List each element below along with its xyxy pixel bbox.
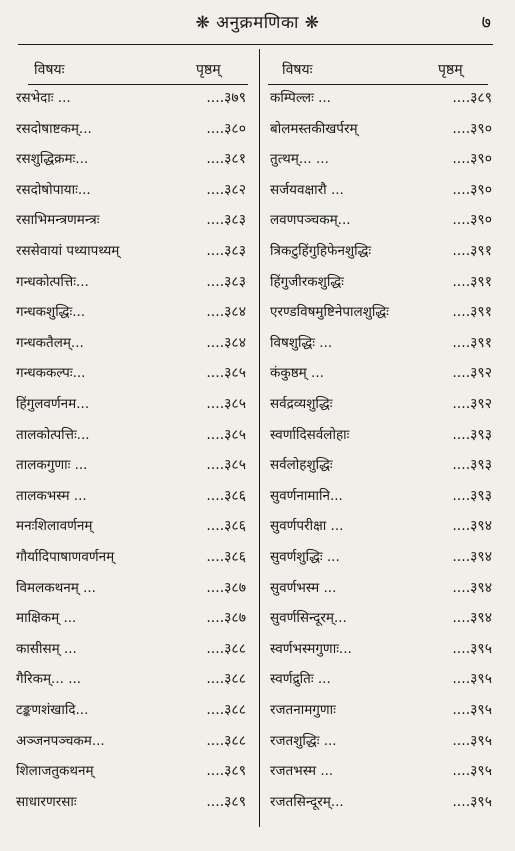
index-row <box>0 149 515 179</box>
right-entry-title: स्वर्णभस्मगुणाः... <box>270 640 352 657</box>
left-entry-page: ....३८० <box>206 120 246 137</box>
right-entry-page: ....३९० <box>452 120 492 137</box>
left-heading-underline <box>28 84 248 85</box>
left-entry-title: गन्धकतैलम्... <box>16 334 84 351</box>
index-row <box>0 486 515 516</box>
left-entry-title: गैरिकम्... ... <box>16 671 82 688</box>
index-row <box>0 669 515 699</box>
right-entry-page: ....३९५ <box>452 763 492 780</box>
right-entry-title: सुवर्णपरीक्षा ... <box>270 518 344 535</box>
right-entry-title: रजतभस्म ... <box>270 763 334 780</box>
left-entry-title: हिंगुलवर्णनम... <box>16 396 90 412</box>
left-entry-page: ....३८७ <box>206 610 246 627</box>
left-entry-page: ....३७९ <box>206 90 246 106</box>
left-entry-page: ....३८६ <box>206 518 246 535</box>
index-row <box>0 119 515 149</box>
right-entry-title: सुवर्णनामानि... <box>270 487 343 504</box>
left-entry-page: ....३८५ <box>206 365 246 382</box>
left-entry-title: गन्धकशुद्धिः... <box>16 304 86 321</box>
page-header <box>0 6 515 42</box>
left-entry-page: ....३८९ <box>206 763 246 780</box>
index-row <box>0 761 515 791</box>
right-entry-title: रजतशुद्धिः ... <box>270 732 337 749</box>
left-entry-title: रसदोषाष्टकम्... <box>16 120 92 137</box>
right-entry-title: हिंगुजीरकशुद्धिः <box>270 273 344 290</box>
index-row <box>0 241 515 271</box>
right-entry-page: ....३९४ <box>452 579 492 596</box>
left-page-heading: पृष्ठम् <box>196 62 221 78</box>
right-entry-title: स्वर्णद्रुतिः ... <box>270 671 331 688</box>
index-row <box>0 210 515 240</box>
left-entry-page: ....३८६ <box>206 549 246 565</box>
index-row <box>0 700 515 730</box>
left-entry-title: गन्धककल्पः... <box>16 365 86 382</box>
right-subject-heading: विषयः <box>282 62 313 78</box>
index-row <box>0 272 515 302</box>
left-entry-title: माक्षिकम् ... <box>16 610 77 627</box>
index-row <box>0 639 515 669</box>
right-entry-title: सर्वलोहशुद्धिः <box>270 457 333 474</box>
index-row <box>0 333 515 363</box>
left-entry-title: रसाभिमन्त्रणमन्त्रः <box>16 212 100 229</box>
index-row <box>0 608 515 638</box>
right-entry-page: ....३९० <box>452 212 492 229</box>
left-entry-page: ....३८१ <box>206 151 246 168</box>
index-row <box>0 425 515 455</box>
left-entry-title: मनःशिलावर्णनम् <box>16 518 93 535</box>
right-entry-title: सर्जयवक्षारौ ... <box>270 181 344 198</box>
right-entry-page: ....३९१ <box>452 273 492 290</box>
left-entry-page: ....३८५ <box>206 396 246 412</box>
right-entry-title: सर्वद्रव्यशुद्धिः <box>270 396 333 412</box>
right-entry-title: रजतसिन्दूरम्... <box>270 793 344 810</box>
right-entry-page: ....३९५ <box>452 671 492 688</box>
right-entry-title: त्रिकटुहिंगुहिफेनशुद्धिः <box>270 243 372 259</box>
index-row <box>0 455 515 485</box>
right-entry-page: ....३९५ <box>452 640 492 657</box>
right-entry-page: ....३९० <box>452 151 492 168</box>
index-row <box>0 547 515 577</box>
right-entry-page: ....३९५ <box>452 793 492 810</box>
index-row <box>0 731 515 761</box>
right-entry-page: ....३९५ <box>452 702 492 718</box>
left-entry-page: ....३८७ <box>206 579 246 596</box>
page-number: ७ <box>481 12 491 33</box>
right-entry-page: ....३९१ <box>452 243 492 259</box>
right-entry-page: ....३९२ <box>452 365 492 382</box>
left-entry-page: ....३८३ <box>206 212 246 229</box>
index-row <box>0 302 515 332</box>
right-entry-title: स्वर्णादिसर्वलोहाः <box>270 426 350 443</box>
left-entry-page: ....३८३ <box>206 243 246 259</box>
right-entry-page: ....३९४ <box>452 610 492 627</box>
right-entry-page: ....३९२ <box>452 396 492 412</box>
left-entry-page: ....३८८ <box>206 671 246 688</box>
right-entry-page: ....३९३ <box>452 487 492 504</box>
right-entry-title: रजतनामगुणाः <box>270 702 336 718</box>
left-entry-title: तालकगुणाः ... <box>16 457 88 474</box>
left-entry-title: रसदोषोपायाः... <box>16 181 91 198</box>
index-row <box>0 88 515 118</box>
right-entry-title: विषशुद्धिः ... <box>270 334 333 351</box>
left-entry-page: ....३८८ <box>206 702 246 718</box>
left-entry-page: ....३८८ <box>206 640 246 657</box>
left-subject-heading: विषयः <box>34 62 65 78</box>
index-row <box>0 578 515 608</box>
left-entry-page: ....३८५ <box>206 457 246 474</box>
right-entry-page: ....३९४ <box>452 549 492 565</box>
left-entry-page: ....३८९ <box>206 793 246 810</box>
right-entry-page: ....३९१ <box>452 334 492 351</box>
left-entry-page: ....३८४ <box>206 304 246 321</box>
left-entry-title: अञ्जनपञ्चकम... <box>16 732 105 749</box>
left-entry-title: गन्धकोत्पत्तिः... <box>16 273 89 290</box>
right-entry-title: सुवर्णशुद्धिः ... <box>270 549 340 565</box>
right-entry-page: ....३९० <box>452 181 492 198</box>
right-entry-title: सुवर्णभस्म ... <box>270 579 337 596</box>
left-entry-title: रससेवायां पथ्यापथ्यम् <box>16 243 120 259</box>
right-entry-title: तुत्थम्... ... <box>270 151 329 168</box>
right-entry-page: ....३९५ <box>452 732 492 749</box>
right-entry-title: कंकुष्ठम् ... <box>270 365 324 382</box>
header-rule <box>18 44 493 45</box>
right-entry-title: सुवर्णसिन्दूरम्... <box>270 610 347 627</box>
left-entry-title: विमलकथनम् ... <box>16 579 96 596</box>
left-entry-title: टङ्कणशंखादि... <box>16 702 89 718</box>
left-entry-title: तालकोत्पत्तिः... <box>16 426 90 443</box>
index-row <box>0 394 515 424</box>
right-entry-page: ....३९३ <box>452 426 492 443</box>
right-entry-page: ....३९४ <box>452 518 492 535</box>
left-entry-title: कासीसम् ... <box>16 640 77 657</box>
left-entry-title: रसभेदाः ... <box>16 90 71 106</box>
right-entry-page: ....३९३ <box>452 457 492 474</box>
right-page-heading: पृष्ठम् <box>438 62 463 78</box>
left-entry-title: गौर्यादिपाषाणवर्णनम् <box>16 549 115 565</box>
left-entry-title: साधारणरसाः <box>16 793 77 810</box>
index-row <box>0 516 515 546</box>
index-row <box>0 792 515 822</box>
left-entry-page: ....३८४ <box>206 334 246 351</box>
right-entry-title: बोलमस्तकीखर्परम् <box>270 120 358 137</box>
left-entry-page: ....३८८ <box>206 732 246 749</box>
left-entry-page: ....३८५ <box>206 426 246 443</box>
right-entry-page: ....३८९ <box>452 90 492 106</box>
right-entry-page: ....३९१ <box>452 304 492 321</box>
index-row <box>0 363 515 393</box>
index-row <box>0 180 515 210</box>
right-entry-title: एरण्डविषमुष्टिनेपालशुद्धिः <box>270 304 389 321</box>
left-entry-page: ....३८२ <box>206 181 246 198</box>
left-entry-title: शिलाजतुकथनम् <box>16 763 94 780</box>
left-entry-title: तालकभस्म ... <box>16 487 87 504</box>
page-title: ❋ अनुक्रमणिका ❋ <box>195 13 320 33</box>
right-entry-title: कम्पिल्लः ... <box>270 90 331 106</box>
left-entry-page: ....३८३ <box>206 273 246 290</box>
right-heading-underline <box>268 84 488 85</box>
right-entry-title: लवणपञ्चकम्... <box>270 212 351 229</box>
left-entry-page: ....३८६ <box>206 487 246 504</box>
left-entry-title: रसशुद्धिक्रमः... <box>16 151 89 168</box>
